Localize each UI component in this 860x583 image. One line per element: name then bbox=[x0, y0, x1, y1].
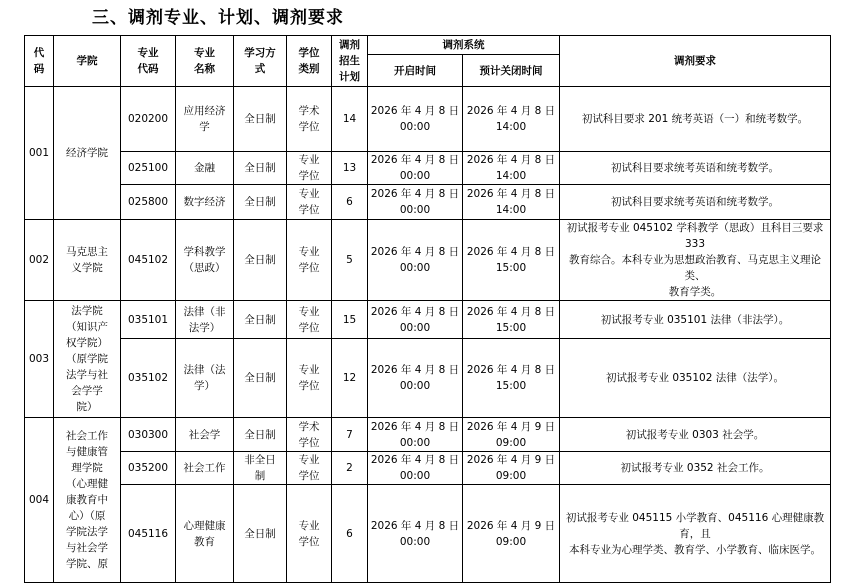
quota-cell: 14 bbox=[332, 87, 368, 152]
close-time-cell-line: 15:00 bbox=[495, 321, 527, 334]
open-time-cell-line: 00:00 bbox=[399, 204, 431, 216]
major-code-cell: 035200 bbox=[121, 452, 176, 485]
close-time-cell-line: 2026 年 4 月 9 日 bbox=[466, 454, 556, 466]
major-name-cell-line: 应用经济 bbox=[183, 105, 226, 117]
degree-type-cell-line: 专业 bbox=[298, 305, 320, 318]
requirement-cell bbox=[560, 418, 831, 452]
major-code-cell: 025100 bbox=[121, 152, 176, 185]
major-name-cell bbox=[176, 87, 234, 152]
open-time-cell bbox=[368, 301, 463, 339]
open-time-cell bbox=[368, 152, 463, 185]
major-name-cell bbox=[176, 301, 234, 339]
requirement-cell-line: 初试报考专业 035102 法律（法学）。 bbox=[605, 372, 784, 384]
study-mode-cell bbox=[234, 485, 287, 583]
quota-cell: 5 bbox=[332, 220, 368, 301]
college-code-cell: 001 bbox=[25, 87, 54, 220]
major-code-cell: 045102 bbox=[121, 220, 176, 301]
quota-cell: 6 bbox=[332, 485, 368, 583]
college-name-cell bbox=[54, 301, 121, 418]
close-time-cell-line: 15:00 bbox=[495, 262, 527, 274]
study-mode-cell-line: 全日制 bbox=[244, 313, 276, 326]
requirement-cell-line: 初试报考专业 0352 社会工作。 bbox=[620, 462, 770, 474]
study-mode-cell-line: 非全日 bbox=[244, 454, 276, 466]
requirement-cell bbox=[560, 185, 831, 220]
header-requirement: 调剂要求 bbox=[560, 36, 831, 87]
requirement-cell-line: 初试科目要求统考英语和统考数学。 bbox=[611, 196, 779, 208]
degree-type-cell-line: 学位 bbox=[298, 535, 320, 548]
close-time-cell bbox=[463, 87, 560, 152]
degree-type-cell-line: 学位 bbox=[298, 121, 320, 133]
requirement-cell-line: 初试报考专业 035101 法律（非法学）。 bbox=[600, 313, 790, 326]
table-row bbox=[25, 301, 831, 339]
college-name-cell bbox=[54, 220, 121, 301]
college-name-cell-line: 马克思主 bbox=[66, 246, 108, 258]
close-time-cell-line: 2026 年 4 月 8 日 bbox=[466, 364, 556, 376]
open-time-cell-line: 00:00 bbox=[399, 262, 431, 274]
header-study-mode: 学习方 式 bbox=[234, 36, 287, 87]
college-name-cell-line: 社会工作 bbox=[66, 430, 108, 442]
table-row bbox=[25, 452, 831, 485]
major-name-cell-line: 法律（非 bbox=[183, 305, 226, 318]
quota-cell: 7 bbox=[332, 418, 368, 452]
major-name-cell bbox=[176, 339, 234, 418]
requirement-cell bbox=[560, 220, 831, 301]
college-name-cell-line: 会学学 bbox=[71, 385, 103, 397]
header-close-time: 预计关闭时间 bbox=[463, 55, 560, 87]
close-time-cell bbox=[463, 339, 560, 418]
degree-type-cell-line: 专业 bbox=[298, 154, 320, 166]
college-name-cell-line: （心理健 bbox=[66, 478, 108, 490]
open-time-cell bbox=[368, 220, 463, 301]
degree-type-cell-line: 专业 bbox=[298, 454, 320, 466]
section-title: 三、调剂专业、计划、调剂要求 bbox=[92, 8, 344, 28]
open-time-cell-line: 2026 年 4 月 8 日 bbox=[370, 454, 460, 466]
college-name-cell-line: 心）（原 bbox=[68, 510, 106, 522]
requirement-cell bbox=[560, 485, 831, 583]
requirement-cell-line: 初试科目要求 201 统考英语（一）和统考数学。 bbox=[581, 113, 809, 125]
requirement-cell bbox=[560, 301, 831, 339]
major-code-cell: 020200 bbox=[121, 87, 176, 152]
college-name-cell-line: （知识产 bbox=[66, 321, 108, 333]
college-name-cell-line: 权学院） bbox=[66, 337, 108, 349]
open-time-cell-line: 2026 年 4 月 8 日 bbox=[370, 519, 460, 532]
major-name-cell bbox=[176, 220, 234, 301]
open-time-cell-line: 2026 年 4 月 8 日 bbox=[370, 364, 460, 376]
major-code-cell: 035101 bbox=[121, 301, 176, 339]
close-time-cell-line: 14:00 bbox=[495, 121, 527, 133]
header-degree-type: 学位 类别 bbox=[287, 36, 332, 87]
major-name-cell bbox=[176, 485, 234, 583]
study-mode-cell bbox=[234, 452, 287, 485]
header-open-time: 开启时间 bbox=[368, 55, 463, 87]
degree-type-cell bbox=[287, 452, 332, 485]
college-name-cell-line: 与社会学 bbox=[66, 542, 108, 554]
requirement-cell-line: 初试报考专业 0303 社会学。 bbox=[625, 428, 765, 441]
degree-type-cell-line: 专业 bbox=[298, 364, 320, 376]
study-mode-cell bbox=[234, 220, 287, 301]
requirement-cell bbox=[560, 339, 831, 418]
close-time-cell-line: 2026 年 4 月 9 日 bbox=[466, 519, 556, 532]
study-mode-cell bbox=[234, 301, 287, 339]
degree-type-cell bbox=[287, 485, 332, 583]
college-name-cell-line: 与健康管 bbox=[66, 446, 108, 458]
requirement-cell-line: 教育学类。 bbox=[668, 286, 722, 298]
requirement-cell-line: 初试报考专业 045102 学科教学（思政）且科目三要求 333 bbox=[566, 222, 824, 250]
open-time-cell-line: 2026 年 4 月 8 日 bbox=[370, 420, 460, 433]
college-code-cell: 004 bbox=[25, 418, 54, 583]
study-mode-cell bbox=[234, 152, 287, 185]
close-time-cell bbox=[463, 485, 560, 583]
table-row bbox=[25, 185, 831, 220]
major-code-cell: 030300 bbox=[121, 418, 176, 452]
major-name-cell-line: （思政） bbox=[183, 262, 226, 274]
college-name-cell-line: 学院、原 bbox=[66, 558, 108, 570]
close-time-cell bbox=[463, 185, 560, 220]
adjustment-table bbox=[24, 35, 831, 583]
header-major-code: 专业 代码 bbox=[121, 36, 176, 87]
major-name-cell-line: 社会学 bbox=[188, 428, 221, 441]
quota-cell: 6 bbox=[332, 185, 368, 220]
degree-type-cell-line: 学位 bbox=[298, 380, 320, 392]
degree-type-cell-line: 专业 bbox=[298, 246, 320, 258]
close-time-cell-line: 09:00 bbox=[495, 470, 527, 482]
study-mode-cell-line: 全日制 bbox=[244, 254, 276, 266]
degree-type-cell bbox=[287, 418, 332, 452]
college-name-cell-line: 理学院 bbox=[71, 462, 103, 474]
study-mode-cell-line: 全日制 bbox=[244, 162, 276, 174]
major-name-cell bbox=[176, 452, 234, 485]
table-row bbox=[25, 418, 831, 452]
degree-type-cell bbox=[287, 185, 332, 220]
header-quota: 调剂 招生 计划 bbox=[332, 36, 368, 87]
major-code-cell: 025800 bbox=[121, 185, 176, 220]
major-code-cell: 045116 bbox=[121, 485, 176, 583]
table-row bbox=[25, 220, 831, 301]
major-name-cell-line: 教育 bbox=[194, 535, 215, 548]
close-time-cell-line: 2026 年 4 月 8 日 bbox=[466, 154, 556, 166]
open-time-cell bbox=[368, 185, 463, 220]
college-name-cell-line: （原学院 bbox=[66, 353, 108, 365]
degree-type-cell-line: 学位 bbox=[298, 262, 320, 274]
quota-cell: 2 bbox=[332, 452, 368, 485]
quota-cell: 12 bbox=[332, 339, 368, 418]
table-row bbox=[25, 152, 831, 185]
header-code: 代 码 bbox=[25, 36, 54, 87]
close-time-cell bbox=[463, 301, 560, 339]
close-time-cell bbox=[463, 220, 560, 301]
college-name-cell-line: 学院法学 bbox=[66, 526, 108, 538]
open-time-cell-line: 00:00 bbox=[399, 121, 431, 133]
open-time-cell bbox=[368, 485, 463, 583]
header-major-name: 专业 名称 bbox=[176, 36, 234, 87]
table-row bbox=[25, 87, 831, 152]
degree-type-cell-line: 学位 bbox=[298, 170, 320, 182]
major-name-cell-line: 学科教学 bbox=[183, 246, 226, 258]
close-time-cell-line: 09:00 bbox=[495, 535, 527, 548]
college-name-cell bbox=[54, 87, 121, 220]
open-time-cell-line: 2026 年 4 月 8 日 bbox=[370, 188, 460, 200]
major-name-cell-line: 法律（法 bbox=[183, 364, 226, 376]
requirement-cell bbox=[560, 87, 831, 152]
major-name-cell-line: 法学） bbox=[188, 321, 221, 334]
open-time-cell bbox=[368, 418, 463, 452]
major-name-cell-line: 学） bbox=[194, 380, 215, 392]
college-code-cell: 003 bbox=[25, 301, 54, 418]
major-name-cell-line: 学 bbox=[199, 121, 210, 133]
degree-type-cell-line: 学位 bbox=[298, 470, 320, 482]
requirement-cell-line: 初试科目要求统考英语和统考数学。 bbox=[611, 162, 779, 174]
study-mode-cell-line: 全日制 bbox=[244, 196, 276, 208]
study-mode-cell-line: 制 bbox=[254, 470, 266, 482]
header-college: 学院 bbox=[54, 36, 121, 87]
degree-type-cell-line: 专业 bbox=[298, 188, 320, 200]
college-name-cell-line: 义学院 bbox=[71, 262, 103, 274]
close-time-cell bbox=[463, 418, 560, 452]
college-name-cell-line: 康教育中 bbox=[66, 494, 108, 506]
degree-type-cell bbox=[287, 220, 332, 301]
close-time-cell-line: 14:00 bbox=[495, 204, 527, 216]
open-time-cell bbox=[368, 87, 463, 152]
college-name-cell-line: 法学院 bbox=[71, 305, 103, 317]
quota-cell: 15 bbox=[332, 301, 368, 339]
college-name-cell-line: 经济学院 bbox=[66, 147, 108, 159]
college-name-cell-line: 院） bbox=[76, 401, 98, 413]
major-name-cell-line: 心理健康 bbox=[183, 519, 226, 532]
open-time-cell-line: 00:00 bbox=[399, 321, 431, 334]
major-name-cell-line: 金融 bbox=[194, 162, 215, 174]
major-name-cell bbox=[176, 152, 234, 185]
requirement-cell-line: 教育综合。本科专业为思想政治教育、马克思主义理论类、 bbox=[569, 254, 821, 282]
requirement-cell-line: 本科专业为心理学类、教育学、小学教育、临床医学。 bbox=[569, 543, 821, 556]
degree-type-cell-line: 学位 bbox=[298, 204, 320, 216]
degree-type-cell bbox=[287, 339, 332, 418]
degree-type-cell bbox=[287, 152, 332, 185]
requirement-cell-line: 初试报考专业 045115 小学教育、045116 心理健康教育，且 bbox=[565, 511, 825, 540]
study-mode-cell bbox=[234, 339, 287, 418]
open-time-cell-line: 00:00 bbox=[399, 380, 431, 392]
degree-type-cell-line: 学术 bbox=[298, 420, 320, 433]
degree-type-cell-line: 学位 bbox=[298, 321, 320, 334]
close-time-cell-line: 2026 年 4 月 8 日 bbox=[466, 305, 556, 318]
degree-type-cell bbox=[287, 301, 332, 339]
major-name-cell-line: 社会工作 bbox=[183, 462, 226, 474]
study-mode-cell-line: 全日制 bbox=[244, 527, 276, 540]
close-time-cell-line: 15:00 bbox=[495, 380, 527, 392]
study-mode-cell bbox=[234, 87, 287, 152]
close-time-cell bbox=[463, 152, 560, 185]
degree-type-cell-line: 学位 bbox=[298, 436, 320, 449]
close-time-cell-line: 2026 年 4 月 8 日 bbox=[466, 105, 556, 117]
requirement-cell bbox=[560, 152, 831, 185]
table-row bbox=[25, 485, 831, 583]
degree-type-cell-line: 专业 bbox=[298, 519, 320, 532]
open-time-cell-line: 00:00 bbox=[399, 470, 431, 482]
college-name-cell bbox=[54, 418, 121, 583]
open-time-cell-line: 00:00 bbox=[399, 535, 431, 548]
college-code-cell: 002 bbox=[25, 220, 54, 301]
open-time-cell-line: 2026 年 4 月 8 日 bbox=[370, 105, 460, 117]
major-name-cell bbox=[176, 418, 234, 452]
study-mode-cell bbox=[234, 185, 287, 220]
study-mode-cell-line: 全日制 bbox=[244, 113, 276, 125]
study-mode-cell-line: 全日制 bbox=[244, 428, 276, 441]
requirement-cell bbox=[560, 452, 831, 485]
open-time-cell bbox=[368, 452, 463, 485]
major-name-cell bbox=[176, 185, 234, 220]
open-time-cell-line: 00:00 bbox=[399, 436, 431, 449]
close-time-cell-line: 2026 年 4 月 8 日 bbox=[466, 246, 556, 258]
close-time-cell-line: 14:00 bbox=[495, 170, 527, 182]
open-time-cell bbox=[368, 339, 463, 418]
degree-type-cell-line: 学术 bbox=[298, 105, 320, 117]
close-time-cell-line: 2026 年 4 月 8 日 bbox=[466, 188, 556, 200]
header-system: 调剂系统 bbox=[368, 36, 560, 55]
open-time-cell-line: 2026 年 4 月 8 日 bbox=[370, 246, 460, 258]
close-time-cell-line: 2026 年 4 月 9 日 bbox=[466, 420, 556, 433]
open-time-cell-line: 2026 年 4 月 8 日 bbox=[370, 305, 460, 318]
table-row bbox=[25, 339, 831, 418]
close-time-cell-line: 09:00 bbox=[495, 436, 527, 449]
open-time-cell-line: 2026 年 4 月 8 日 bbox=[370, 154, 460, 166]
major-code-cell: 035102 bbox=[121, 339, 176, 418]
major-name-cell-line: 数字经济 bbox=[183, 196, 226, 208]
close-time-cell bbox=[463, 452, 560, 485]
quota-cell: 13 bbox=[332, 152, 368, 185]
study-mode-cell-line: 全日制 bbox=[244, 372, 276, 384]
college-name-cell-line: 法学与社 bbox=[66, 369, 108, 381]
degree-type-cell bbox=[287, 87, 332, 152]
open-time-cell-line: 00:00 bbox=[399, 170, 431, 182]
study-mode-cell bbox=[234, 418, 287, 452]
